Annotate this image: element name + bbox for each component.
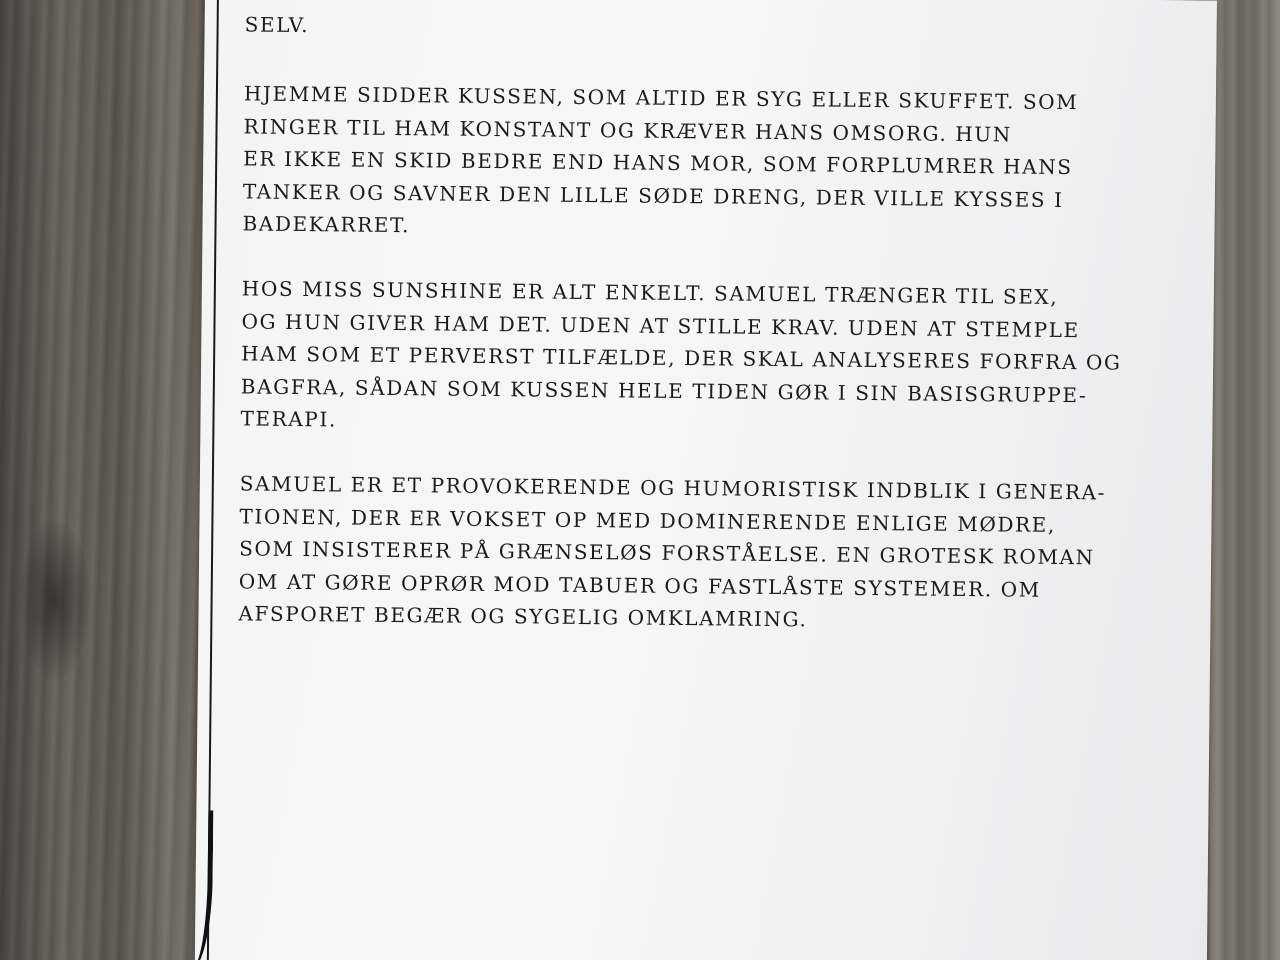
text-line: TERAPI. bbox=[240, 406, 337, 432]
text-line: OM AT GØRE OPRØR MOD TABUER OG FASTLÅSTE SYSTEMER. OM bbox=[238, 568, 1041, 602]
wood-surface-right bbox=[1210, 0, 1280, 960]
text-line: HOS MISS SUNSHINE ER ALT ENKELT. SAMUEL TRÆNGER TIL SEX, bbox=[241, 276, 1059, 309]
text-line: ER IKKE EN SKID BEDRE END HANS MOR, SOM FORPLUMRER HANS bbox=[243, 146, 1073, 180]
text-line: SAMUEL ER ET PROVOKERENDE OG HUMORISTISK INDBLIK I GENERA- bbox=[239, 471, 1107, 505]
cut-off-top-line bbox=[245, 0, 701, 1]
text-line: SOM INSISTERER PÅ GRÆNSELØS FORSTÅELSE. EN GROTESK ROMAN bbox=[239, 536, 1095, 570]
text-line: RINGER TIL HAM KONSTANT OG KRÆVER HANS OMSORG. HUN bbox=[243, 113, 1013, 146]
text-line: TIONEN, DER ER VOKSET OP MED DOMINERENDE ENLIGE MØDRE, bbox=[239, 503, 1057, 537]
wood-knot bbox=[20, 520, 90, 680]
text-line: HAM SOM ET PERVERST TILFÆLDE, DER SKAL ANALYSERES FORFRA OG bbox=[241, 341, 1122, 375]
paragraph-0 bbox=[244, 8, 1004, 48]
paragraph-1 bbox=[242, 77, 1079, 247]
text-line: HJEMME SIDDER KUSSEN, SOM ALTID ER SYG ELLER SKUFFET. SOM bbox=[243, 81, 1079, 115]
text-line: BADEKARRET. bbox=[242, 211, 411, 238]
text-line: OG HUN GIVER HAM DET. UDEN AT STILLE KRAV. UDEN AT STEMPLE bbox=[241, 308, 1080, 342]
text-line: BAGFRA, SÅDAN SOM KUSSEN HELE TIDEN GØR I SIN BASISGRUPPE- bbox=[240, 373, 1088, 407]
paragraph-3 bbox=[238, 467, 1107, 637]
book-back-cover-page bbox=[195, 0, 1217, 960]
text-line: TANKER OG SAVNER DEN LILLE SØDE DRENG, DER VILLE KYSSES I bbox=[242, 178, 1064, 212]
text-line: AFSPORET BEGÆR OG SYGELIG OMKLAMRING. bbox=[238, 601, 808, 632]
paragraph-2 bbox=[240, 272, 1122, 442]
text-line: SELV. bbox=[244, 12, 310, 38]
